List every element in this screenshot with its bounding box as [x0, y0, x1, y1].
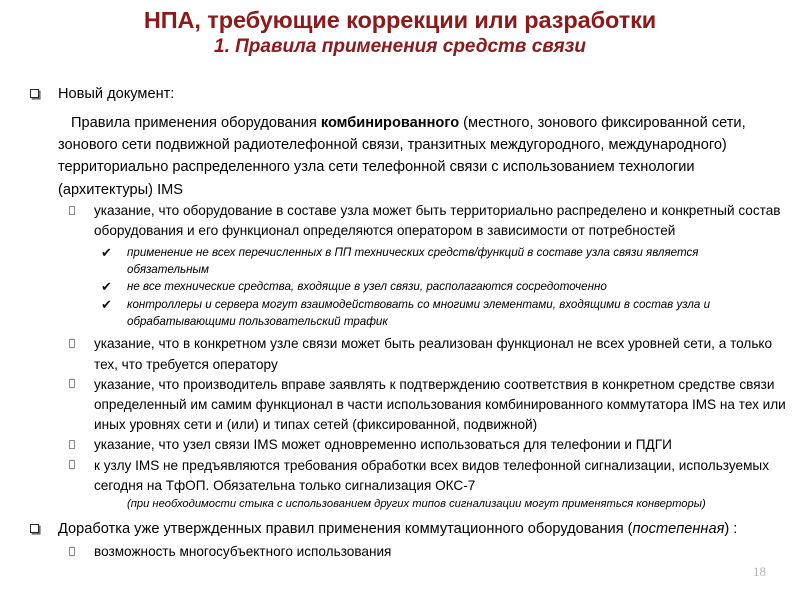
slide-title-secondary: 1. Правила применения средств связи	[214, 36, 586, 57]
list-item-sub-6	[0, 542, 800, 562]
list-item-label: возможность многосубъектного использования	[94, 544, 392, 560]
checkmark-bullet-icon: ✔	[101, 296, 112, 312]
paragraph-rules-pre: Правила применения оборудования	[71, 114, 321, 131]
checkmark-bullet-icon: ✔	[101, 278, 112, 294]
list-item-sub-5	[0, 456, 800, 496]
list-item-new-document	[0, 84, 800, 106]
square-box-bullet-icon	[28, 519, 58, 540]
slide-title-block	[0, 0, 800, 59]
paragraph-rules	[0, 112, 800, 202]
parenthetical-note: (при необходимости стыка с использованием других типов сигнализации могут применяться конверторы)	[127, 497, 706, 510]
list-item-revision	[0, 519, 800, 541]
list-item-label: указание, что в конкретном узле связи может быть реализован функционал не всех уровней сети, а только тех, что требуется оператору	[94, 336, 773, 372]
rectangle-bullet-icon	[66, 435, 94, 455]
checkmark-bullet-icon: ✔	[101, 244, 112, 260]
rectangle-bullet-icon	[66, 334, 94, 354]
list-item-check-1	[0, 244, 800, 278]
list-item-label: указание, что производитель вправе заявлять к подтверждению соответствия в конкретном средстве связи определенный им самим функционал в части использования комбинированного коммутатора IMS на тех или иных уровнях сети и (или) и типах сетей (фиксированной, подвижной)	[94, 376, 786, 433]
list-item-sub-1	[0, 201, 800, 241]
revision-text-post: ) :	[724, 520, 738, 537]
slide-body	[0, 84, 800, 562]
list-item-label: указание, что узел связи IMS может одновременно использоваться для телефонии и ПДГИ	[94, 437, 672, 453]
list-item-label: к узлу IMS не предъявляются требования обработки всех видов телефонной сигнализации, используемых сегодня на ТфОП. Обязательна только сигнализация ОКС-7	[94, 457, 769, 493]
list-item-label: применение не всех перечисленных в ПП технических средств/функций в составе узла связи является обязательным	[127, 245, 699, 276]
list-item-check-2	[0, 278, 800, 296]
paragraph-rules-emphasis: комбинированного	[320, 114, 460, 131]
list-item-sub-3	[0, 375, 800, 436]
slide-page-number: 18	[753, 564, 766, 579]
list-item-label: контроллеры и сервера могут взаимодействовать со многими элементами, входящими в состав узла и обрабатывающими пользовательский трафик	[127, 297, 711, 329]
list-item-check-3	[0, 296, 800, 330]
list-item-label	[58, 519, 737, 541]
square-box-bullet-icon	[28, 84, 58, 105]
revision-text-emphasis: постепенная	[632, 520, 725, 537]
list-item-label: не все технические средства, входящие в узел связи, располагаются сосредоточенно	[127, 279, 607, 293]
rectangle-bullet-icon	[66, 375, 94, 395]
rectangle-bullet-icon	[66, 456, 94, 476]
rectangle-bullet-icon	[66, 201, 94, 221]
rectangle-bullet-icon	[66, 542, 94, 562]
list-item-sub-2	[0, 334, 800, 374]
revision-text-pre: Доработка уже утвержденных правил применения коммутационного оборудования (	[58, 520, 633, 537]
slide-title-primary: НПА, требующие коррекции или разработки	[143, 7, 657, 33]
list-item-label: указание, что оборудование в составе узла может быть территориально распределено и конкретный состав оборудования и его функционал определяются оператором в зависимости от потребностей	[94, 203, 781, 239]
list-item-label: Новый документ:	[58, 86, 175, 102]
paragraph-rules-post: (местного, зонового фиксированной сети, зонового сети подвижной радиотелефонной связи, транзитных междугородного, международного) территориально распределенного узла сети телефонной связи с использованием технологии (архитектуры) IMS	[58, 114, 746, 198]
list-item-sub-4	[0, 435, 800, 455]
